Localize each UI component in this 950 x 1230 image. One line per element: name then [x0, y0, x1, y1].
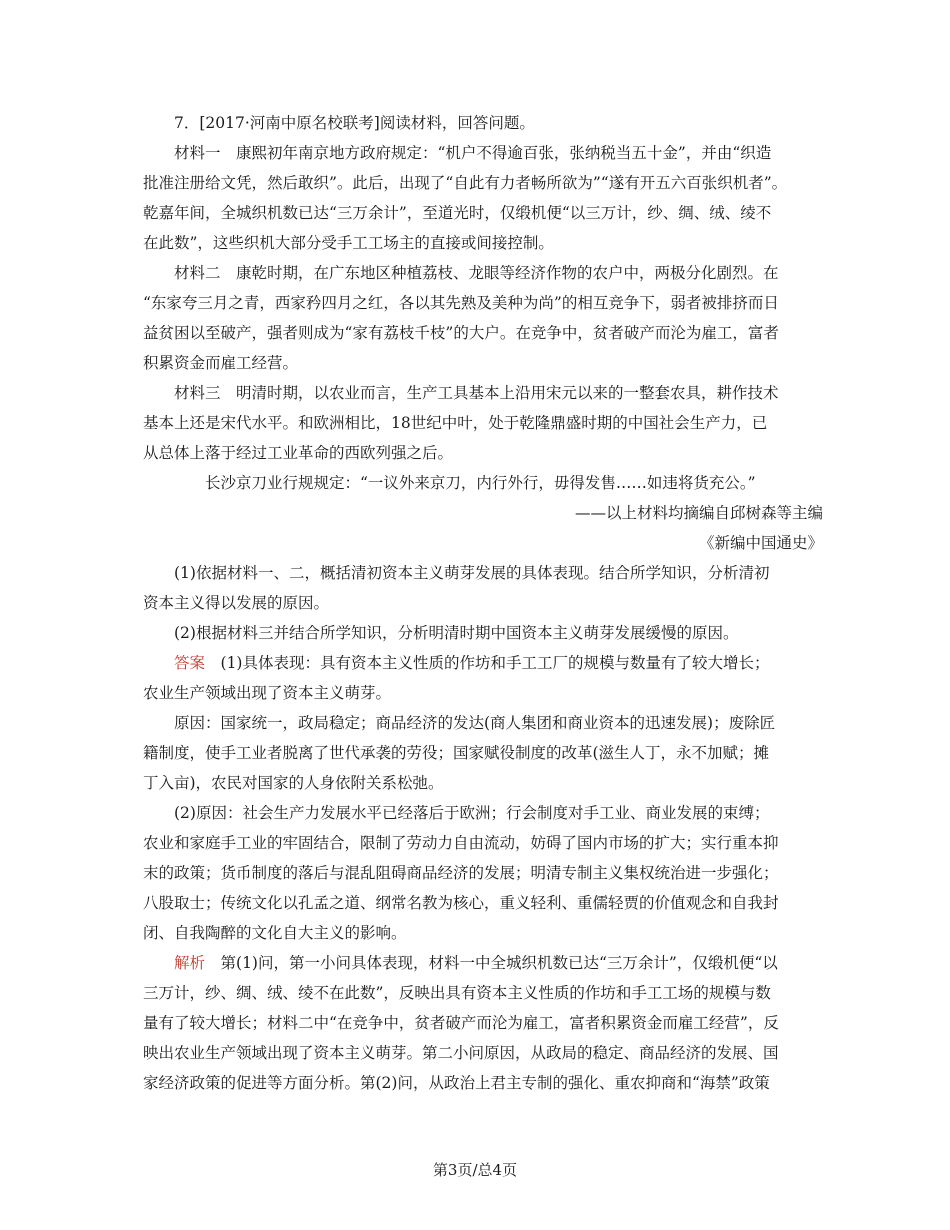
material2-line: 益贫困以至破产，强者则成为“家有荔枝千枝”的大户。在竞争中，贫者破产而沦为雇工，富者	[143, 324, 779, 342]
analysis-line	[143, 948, 823, 978]
analysis-label: 解析	[174, 954, 206, 972]
material1-line: 乾嘉年间，全城织机数已达“三万余计”，至道光时，仅缎机便“以三万计，纱、绸、绒、绫不	[143, 204, 772, 222]
guild-quote: 长沙京刀业行规规定：“一议外来京刀，内行外行，毋得发售……如违将货充公。”	[205, 474, 756, 492]
material1-line: 在此数”，这些织机大部分受手工工场主的直接或间接控制。	[143, 234, 554, 252]
question-intro: 7．[2017·河南中原名校联考]阅读材料，回答问题。	[174, 114, 535, 132]
material3-line: 材料三 明清时期，以农业而言，生产工具基本上沿用宋元以来的一整套农具，耕作技术	[174, 384, 779, 402]
question-1-line: (1)依据材料一、二，概括清初资本主义萌芽发展的具体表现。结合所学知识，分析清初	[174, 564, 770, 582]
answer-2-line: 末的政策；货币制度的落后与混乱阻碍商品经济的发展；明清专制主义集权统治进一步强化；	[143, 864, 779, 882]
page-number: 第3页/总4页	[432, 1161, 518, 1179]
answer-label: 答案	[174, 654, 206, 672]
answer-reason-line: 籍制度，使手工业者脱离了世代承袭的劳役；国家赋役制度的改革(滋生人丁，永不加赋；摊	[143, 744, 770, 762]
analysis-line: 映出农业生产领域出现了资本主义萌芽。第二小问原因，从政局的稳定、商品经济的发展、国	[143, 1044, 779, 1062]
answer-2-line: 闭、自我陶醉的文化自大主义的影响。	[143, 924, 407, 942]
material2-line: “东家夸三月之青，西家矜四月之红，各以其先熟及美种为尚”的相互竞争下，弱者被排挤而日	[143, 294, 779, 312]
material3-line: 从总体上落于经过工业革命的西欧列强之后。	[143, 444, 454, 462]
answer-reason-line: 丁入亩)，农民对国家的人身依附关系松弛。	[143, 774, 444, 792]
answer-2-line: 八股取士；传统文化以孔孟之道、纲常名教为核心，重义轻利、重儒轻贾的价值观念和自我封	[143, 894, 779, 912]
answer-2-line: (2)原因：社会生产力发展水平已经落后于欧洲；行会制度对手工业、商业发展的束缚；	[174, 804, 770, 822]
analysis-text: 第(1)问，第一小问具体表现，材料一中全城织机数已达“三万余计”，仅缎机便“以	[205, 954, 778, 972]
analysis-line: 量有了较大增长；材料二中“在竞争中，贫者破产而沦为雇工，富者积累资金而雇工经营”，反	[143, 1014, 779, 1032]
material1-line: 批准注册给文凭，然后敢织”。此后，出现了“自此有力者畅所欲为”“遂有开五六百张织机者”。	[143, 174, 788, 192]
analysis-line: 三万计，纱、绸、绒、绫不在此数”，反映出具有资本主义性质的作坊和手工工场的规模与数	[143, 984, 771, 1002]
answer-1-line: 农业生产领域出现了资本主义萌芽。	[143, 684, 392, 702]
source-attribution: ——以上材料均摘编自邱树森等主编	[574, 504, 823, 522]
question-2: (2)根据材料三并结合所学知识，分析明清时期中国资本主义萌芽发展缓慢的原因。	[174, 624, 739, 642]
material1-line: 材料一 康熙初年南京地方政府规定：“机户不得逾百张，张纳税当五十金”，并由“织造	[174, 144, 772, 162]
answer-2-line: 农业和家庭手工业的牢固结合，限制了劳动力自由流动，妨碍了国内市场的扩大；实行重本抑	[143, 834, 779, 852]
answer-1-text: (1)具体表现：具有资本主义性质的作坊和手工工厂的规模与数量有了较大增长；	[205, 654, 770, 672]
answer-reason-line: 原因：国家统一，政局稳定；商品经济的发达(商人集团和商业资本的迅速发展)；废除匠	[174, 714, 776, 732]
question-1-line: 资本主义得以发展的原因。	[143, 594, 330, 612]
material3-line: 基本上还是宋代水平。和欧洲相比，18世纪中叶，处于乾隆鼎盛时期的中国社会生产力，已	[143, 414, 768, 432]
source-book-title: 《新编中国通史》	[698, 534, 823, 552]
analysis-line: 家经济政策的促进等方面分析。第(2)问，从政治上君主专制的强化、重农抑商和“海禁”政策	[143, 1074, 770, 1092]
document-body	[143, 108, 823, 1098]
material2-line: 材料二 康乾时期，在广东地区种植荔枝、龙眼等经济作物的农户中，两极分化剧烈。在	[174, 264, 779, 282]
answer-line	[143, 648, 823, 678]
material2-line: 积累资金而雇工经营。	[143, 354, 299, 372]
